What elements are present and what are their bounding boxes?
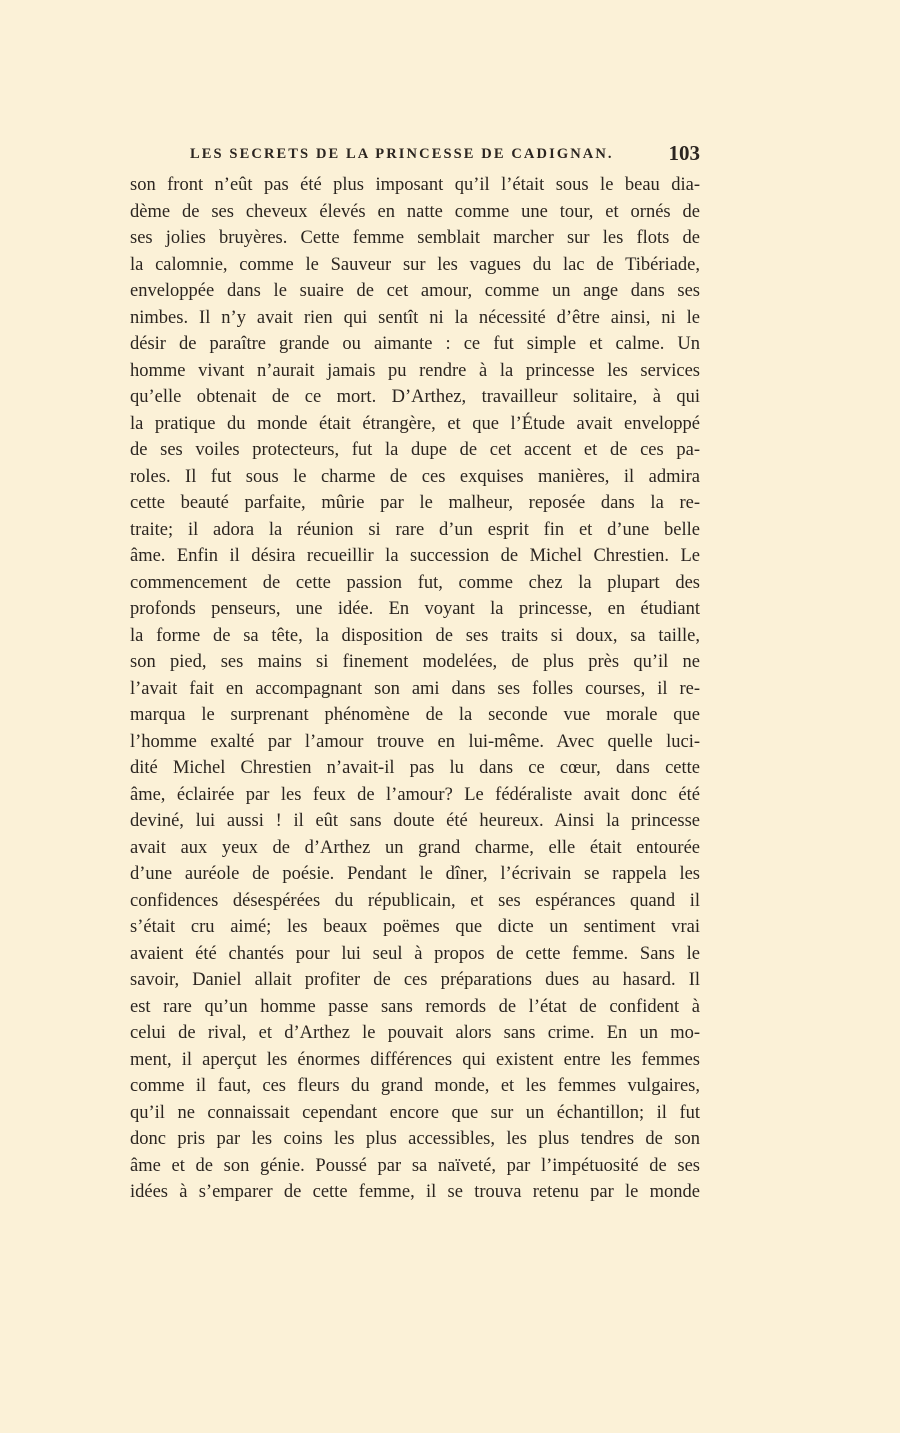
text-line: confidences désespérées du républicain, et ses espérances quand il — [130, 890, 700, 911]
text-line: âme, éclairée par les feux de l’amour? Le fédéraliste avait donc été — [130, 784, 700, 805]
text-line: désir de paraître grande ou aimante : ce fut simple et calme. Un — [130, 334, 700, 354]
text-line: profonds penseurs, une idée. En voyant la princesse, en étudiant — [130, 599, 700, 619]
text-line: savoir, Daniel allait profiter de ces préparations dues au hasard. Il — [130, 970, 700, 990]
text-line: est rare qu’un homme passe sans remords de l’état de confident à — [130, 996, 700, 1017]
page-number: 103 — [668, 141, 700, 165]
text-line: de ses voiles protecteurs, fut la dupe de cet accent et de ces pa- — [130, 440, 700, 460]
text-line: homme vivant n’aurait jamais pu rendre à la princesse les services — [130, 360, 700, 381]
text-line: cette beauté parfaite, mûrie par le malheur, reposée dans la re- — [130, 493, 700, 513]
text-line: donc pris par les coins les plus accessibles, les plus tendres de son — [130, 1129, 700, 1149]
text-line: d’une auréole de poésie. Pendant le dîner, l’écrivain se rappela les — [130, 864, 700, 884]
text-line: la forme de sa tête, la disposition de ses traits si doux, sa taille, — [130, 625, 700, 646]
text-line: l’avait fait en accompagnant son ami dans ses folles courses, il re- — [130, 678, 700, 699]
text-line: qu’il ne connaissait cependant encore que sur un échantillon; il fut — [130, 1102, 700, 1123]
text-line: dité Michel Chrestien n’avait-il pas lu dans ce cœur, dans cette — [130, 758, 700, 778]
text-line: dème de ses cheveux élevés en natte comme une tour, et ornés de — [130, 201, 700, 222]
text-line: traite; il adora la réunion si rare d’un esprit fin et d’une belle — [130, 519, 700, 540]
text-line: avait aux yeux de d’Arthez un grand charme, elle était entourée — [130, 837, 700, 858]
text-line: l’homme exalté par l’amour trouve en lui-même. Avec quelle luci- — [130, 731, 700, 752]
text-line: ment, il aperçut les énormes différences qui existent entre les femmes — [130, 1049, 700, 1070]
text-line: comme il faut, ces fleurs du grand monde, et les femmes vulgaires, — [130, 1076, 700, 1096]
text-line: ses jolies bruyères. Cette femme semblait marcher sur les flots de — [130, 228, 700, 248]
text-line: enveloppée dans le suaire de cet amour, comme un ange dans ses — [130, 281, 700, 301]
text-line: la pratique du monde était étrangère, et que l’Étude avait enveloppé — [130, 413, 700, 434]
text-line: s’était cru aimé; les beaux poëmes que dicte un sentiment vrai — [130, 917, 700, 937]
text-line: celui de rival, et d’Arthez le pouvait alors sans crime. En un mo- — [130, 1023, 700, 1043]
text-line: son front n’eût pas été plus imposant qu’il l’était sous le beau dia- — [130, 175, 700, 195]
text-line: âme. Enfin il désira recueillir la succession de Michel Chrestien. Le — [130, 546, 700, 566]
text-line: commencement de cette passion fut, comme chez la plupart des — [130, 572, 700, 593]
text-line: nimbes. Il n’y avait rien qui sentît ni la nécessité d’être ainsi, ni le — [130, 307, 700, 328]
text-line: qu’elle obtenait de ce mort. D’Arthez, travailleur solitaire, à qui — [130, 387, 700, 407]
text-line: âme et de son génie. Poussé par sa naïveté, par l’impétuosité de ses — [130, 1155, 700, 1176]
running-header — [190, 142, 700, 168]
text-line: son pied, ses mains si finement modelées, de plus près qu’il ne — [130, 652, 700, 672]
text-line: avaient été chantés pour lui seul à propos de cette femme. Sans le — [130, 943, 700, 964]
text-line: deviné, lui aussi ! il eût sans doute été heureux. Ainsi la princesse — [130, 811, 700, 831]
running-title: LES SECRETS DE LA PRINCESSE DE CADIGNAN. — [190, 146, 614, 162]
text-line: la calomnie, comme le Sauveur sur les vagues du lac de Tibériade, — [130, 254, 700, 275]
text-line: roles. Il fut sous le charme de ces exquises manières, il admira — [130, 466, 700, 487]
text-line: idées à s’emparer de cette femme, il se trouva retenu par le monde — [130, 1182, 700, 1202]
text-line: marqua le surprenant phénomène de la seconde vue morale que — [130, 705, 700, 725]
body-text — [130, 172, 700, 1206]
